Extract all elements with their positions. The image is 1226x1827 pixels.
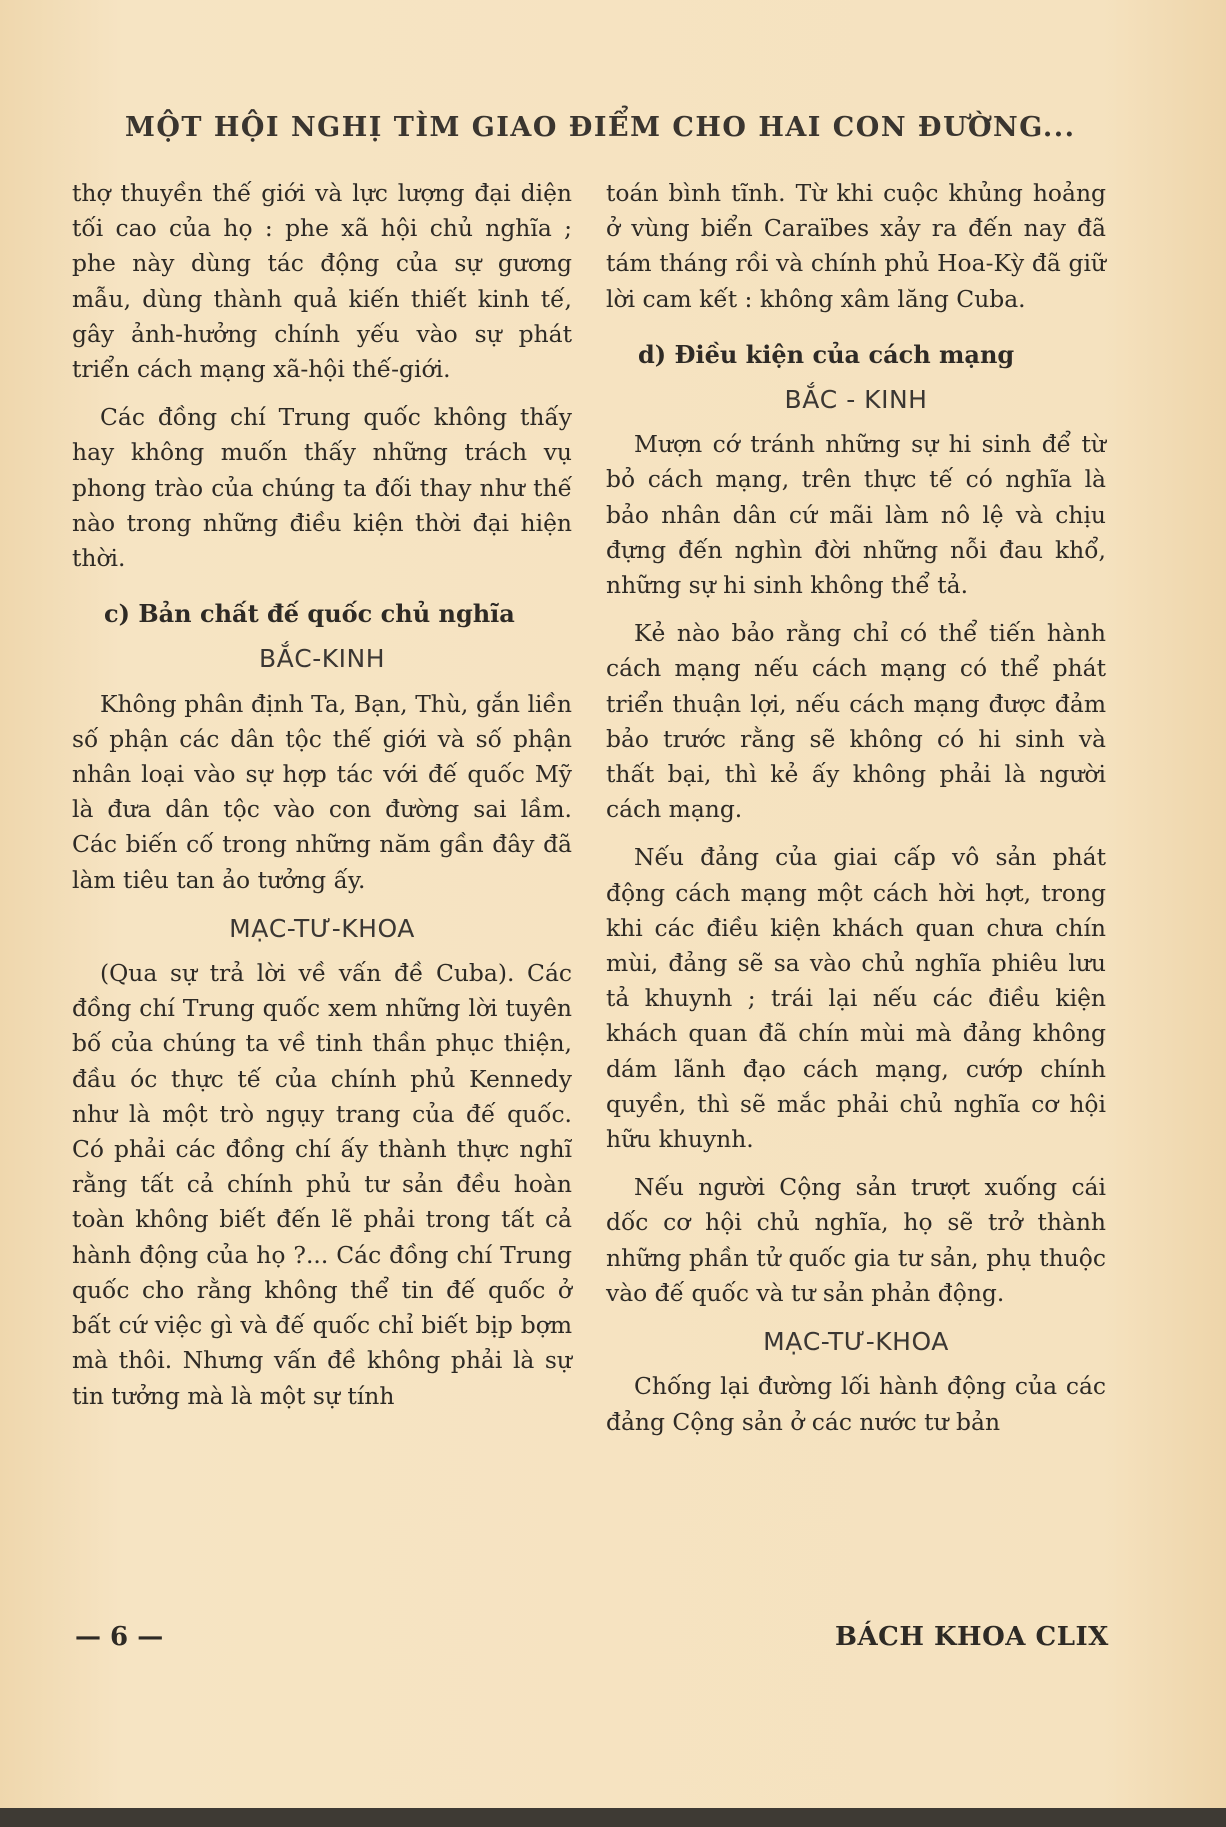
left-column (72, 176, 572, 1427)
paragraph: Kẻ nào bảo rằng chỉ có thể tiến hành cách mạng nếu cách mạng có thể phát triển thuận lợi, nếu cách mạng được đảm bảo trước rằng sẽ không có hi sinh và thất bại, thì kẻ ấy không phải là người cách mạng. (606, 619, 1106, 824)
source-label-beijing: BẮC-KINH (259, 644, 385, 674)
page-number: — 6 — (75, 1622, 164, 1652)
publication-name: BÁCH KHOA CLIX (835, 1622, 1109, 1652)
section-heading-d: d) Điều kiện của cách mạng (638, 339, 1015, 369)
paragraph: toán bình tĩnh. Từ khi cuộc khủng hoảng ở vùng biển Caraïbes xảy ra đến nay đã tám tháng rồi và chính phủ Hoa-Kỳ đã giữ lời cam kết : không xâm lăng Cuba. (606, 179, 1106, 313)
paragraph: thợ thuyền thế giới và lực lượng đại diện tối cao của họ : phe xã hội chủ nghĩa ; phe này dùng tác động của sự gương mẫu, dùng thành quả kiến thiết kinh tế, gây ảnh-hưởng chính yếu vào sự phát triển cách mạng xã-hội thế-giới. (72, 179, 572, 384)
paragraph: (Qua sự trả lời về vấn đề Cuba). Các đồng chí Trung quốc xem những lời tuyên bố của chúng ta về tinh thần phục thiện, đầu óc thực tế của chính phủ Kennedy như là một trò ngụy trang của đế quốc. Có phải các đồng chí ấy thành thực nghĩ rằng tất cả chính phủ tư sản đều hoàn toàn không biết đến lẽ phải trong tất cả hành động của họ ?... Các đồng chí Trung quốc cho rằng không thể tin đế quốc ở bất cứ việc gì và đế quốc chỉ biết bịp bợm mà thôi. Nhưng vấn đề không phải là sự tin tưởng mà là một sự tính (72, 959, 572, 1410)
paragraph: Không phân định Ta, Bạn, Thù, gắn liền số phận các dân tộc thế giới và số phận nhân loại vào sự hợp tác với đế quốc Mỹ là đưa dân tộc vào con đường sai lầm. Các biến cố trong những năm gần đây đã làm tiêu tan ảo tưởng ấy. (72, 689, 572, 894)
paragraph: Nếu đảng của giai cấp vô sản phát động cách mạng một cách hời hợt, trong khi các điều kiện khách quan chưa chín mùi, đảng sẽ sa vào chủ nghĩa phiêu lưu tả khuynh ; trái lại nếu các điều kiện khách quan đã chín mùi mà đảng không dám lãnh đạo cách mạng, cướp chính quyền, thì sẽ mắc phải chủ nghĩa cơ hội hữu khuynh. (606, 843, 1106, 1154)
running-header: MỘT HỘI NGHỊ TÌM GIAO ĐIỂM CHO HAI CON ĐƯỜNG... (125, 112, 1076, 143)
scan-edge (0, 1808, 1226, 1827)
section-heading-c: c) Bản chất đế quốc chủ nghĩa (104, 599, 515, 629)
paragraph: Chống lại đường lối hành động của các đảng Cộng sản ở các nước tư bản (606, 1372, 1106, 1436)
paragraph: Mượn cớ tránh những sự hi sinh để từ bỏ cách mạng, trên thực tế có nghĩa là bảo nhân dân cứ mãi làm nô lệ và chịu đựng đến nghìn đời những nỗi đau khổ, những sự hi sinh không thể tả. (606, 430, 1106, 600)
source-label-moscow: MẠC-TƯ-KHOA (763, 1327, 949, 1357)
source-label-beijing: BẮC - KINH (784, 385, 928, 415)
paragraph: Nếu người Cộng sản trượt xuống cái dốc cơ hội chủ nghĩa, họ sẽ trở thành những phần tử quốc gia tư sản, phụ thuộc vào đế quốc và tư sản phản động. (606, 1173, 1106, 1307)
source-label-moscow: MẠC-TƯ-KHOA (229, 913, 415, 943)
paragraph: Các đồng chí Trung quốc không thấy hay không muốn thấy những trách vụ phong trào của chúng ta đối thay như thế nào trong những điều kiện thời đại hiện thời. (72, 403, 572, 573)
right-column (606, 176, 1106, 1453)
